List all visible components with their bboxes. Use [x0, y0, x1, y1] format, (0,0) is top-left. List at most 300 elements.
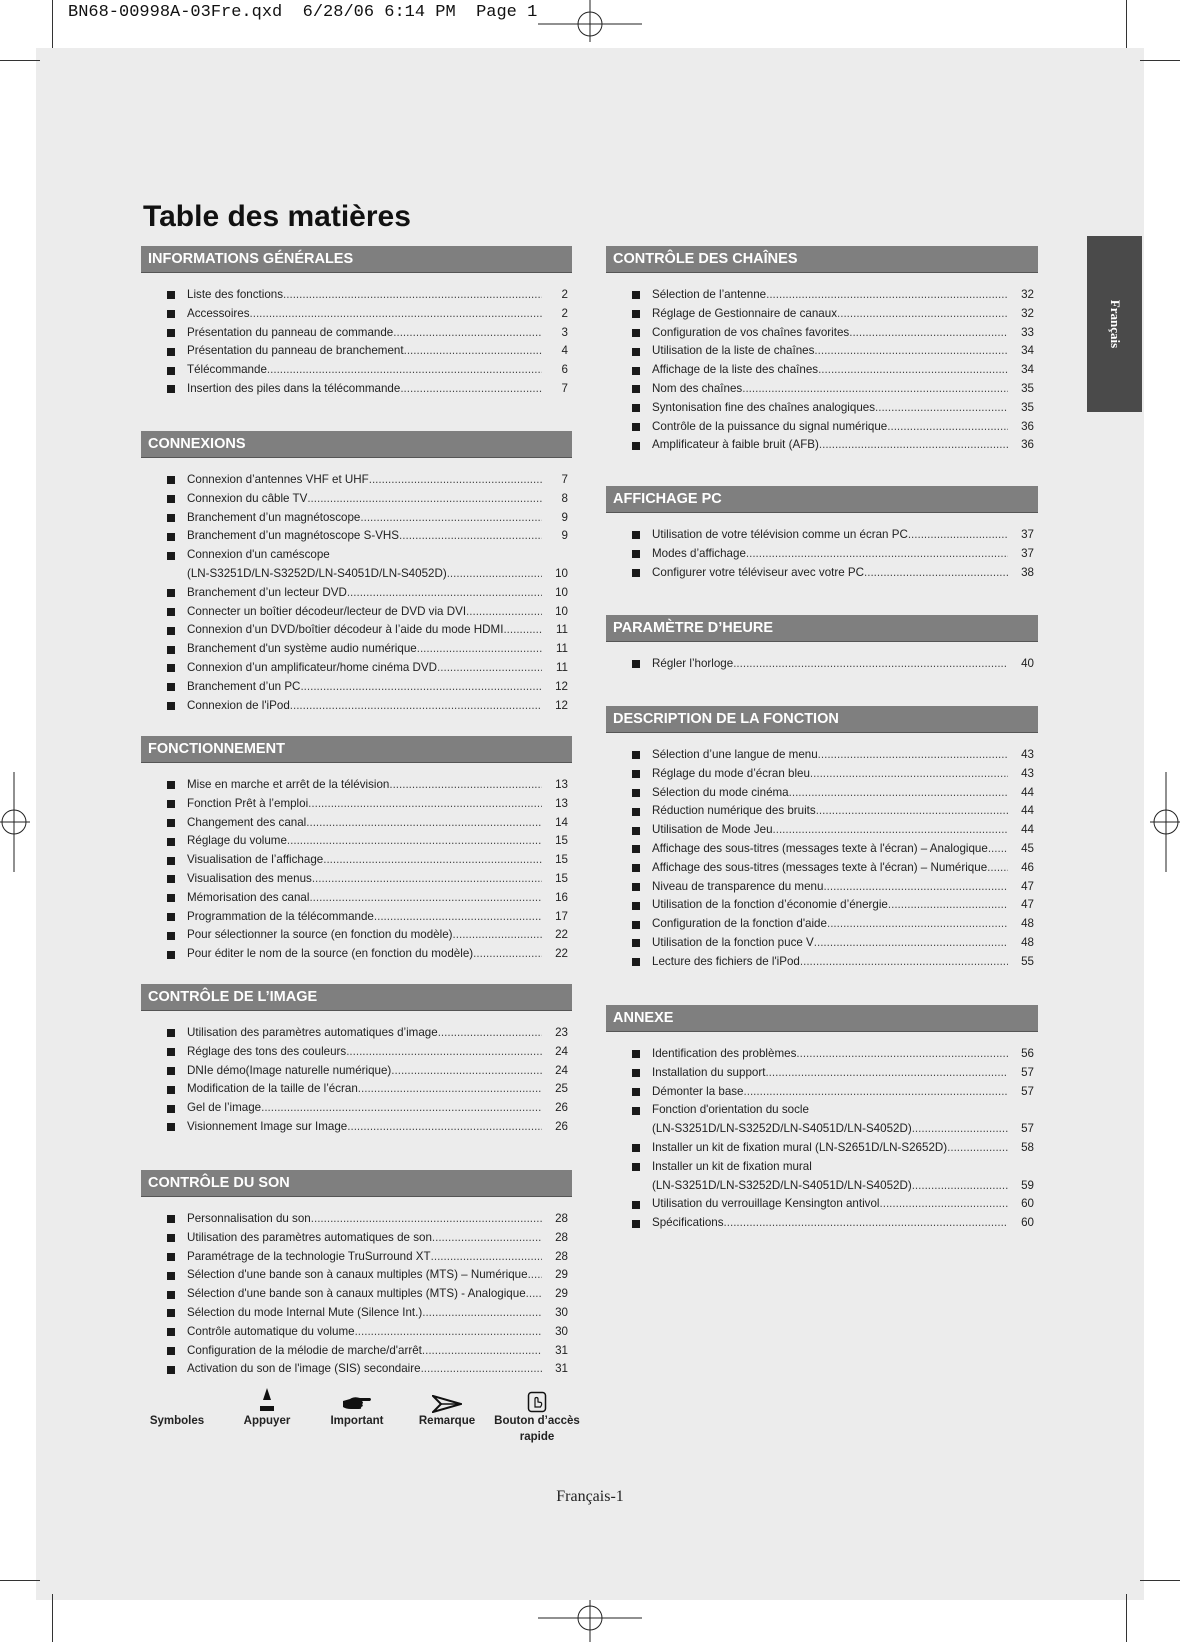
toc-section-appendix: [606, 1005, 1038, 1233]
crop-mark: [0, 1580, 40, 1581]
toc-entry: [632, 1177, 1034, 1196]
toc-entry-page: 47: [1021, 898, 1034, 912]
symbol-item: [127, 1385, 227, 1429]
toc-entries: [141, 471, 572, 715]
square-bullet-icon: [167, 1291, 175, 1299]
toc-entry: [632, 418, 1034, 437]
square-bullet-icon: [167, 1215, 175, 1223]
square-bullet-icon: [167, 533, 175, 541]
toc-entry-label: Configurer votre téléviseur avec votre PC: [652, 565, 864, 579]
toc-entry-page: 22: [555, 928, 568, 942]
section-header: FONCTIONNEMENT: [141, 736, 572, 763]
toc-entry: [167, 490, 568, 509]
toc-entry-page: 60: [1021, 1216, 1034, 1230]
toc-entry-label: Branchement d’un magnétoscope S-VHS: [187, 529, 400, 543]
toc-section-function-description: [606, 706, 1038, 972]
crop-mark: [0, 60, 40, 61]
dot-leader: [267, 361, 542, 380]
toc-entry-label: Réglage des tons des couleurs: [187, 1044, 347, 1058]
toc-entry-page: 57: [1021, 1065, 1034, 1079]
toc-entry-label: Sélection du mode cinéma: [652, 785, 789, 799]
dot-leader: [308, 795, 542, 814]
section-header: CONTRÔLE DES CHAÎNES: [606, 246, 1038, 273]
square-bullet-icon: [167, 367, 175, 375]
toc-entry-page: 30: [555, 1305, 568, 1319]
toc-entry-page: 25: [555, 1082, 568, 1096]
toc-entry-label: Branchement d’un PC: [187, 679, 301, 693]
square-bullet-icon: [167, 348, 175, 356]
toc-entry-label: Configuration de la fonction d'aide: [652, 917, 827, 931]
symbols-legend: [143, 1385, 583, 1445]
square-bullet-icon: [632, 531, 640, 539]
square-bullet-icon: [167, 385, 175, 393]
toc-entry: [167, 945, 568, 964]
toc-entry-label: Utilisation des paramètres automatiques d’image: [187, 1026, 438, 1039]
toc-entry-page: 10: [555, 604, 568, 618]
toc-entry-label: Connexion d’antennes VHF et UHF: [187, 473, 369, 486]
toc-entry-page: 59: [1021, 1178, 1034, 1192]
square-bullet-icon: [632, 827, 640, 835]
toc-entry-label: Utilisation de la liste de chaînes: [652, 344, 815, 358]
toc-entry-page: 30: [555, 1324, 568, 1338]
registration-mark-icon: [1150, 772, 1180, 872]
toc-entry-page: 11: [555, 660, 568, 674]
dot-leader: [453, 926, 542, 945]
toc-entry: [632, 342, 1034, 361]
toc-entry-page: 6: [561, 363, 568, 377]
toc-entry-label: Activation du son de l'image (SIS) secondaire: [187, 1362, 421, 1376]
square-bullet-icon: [167, 495, 175, 503]
dot-leader: [250, 305, 543, 324]
dot-leader: [346, 1043, 542, 1062]
toc-entry-page: 12: [555, 679, 568, 693]
toc-entry: [632, 934, 1034, 953]
symbol-label: Important: [330, 1415, 384, 1427]
toc-entry: [632, 526, 1034, 545]
dot-leader: [347, 584, 542, 603]
dot-leader: [399, 527, 542, 546]
square-bullet-icon: [167, 589, 175, 597]
toc-entry-label: Branchement d'un système audio numérique: [187, 642, 417, 656]
toc-entry: [167, 640, 568, 659]
toc-entry-page: 38: [1021, 565, 1034, 579]
toc-entry-label: Branchement d’un magnétoscope: [187, 510, 361, 524]
dot-leader: [987, 859, 1008, 878]
square-bullet-icon: [632, 1069, 640, 1077]
dot-leader: [765, 1064, 1008, 1083]
square-bullet-icon: [167, 1347, 175, 1355]
toc-entry: [632, 1158, 1034, 1177]
toc-entry-page: 9: [561, 529, 568, 543]
toc-entry-page: 34: [1021, 344, 1034, 358]
dot-leader: [438, 1024, 542, 1043]
square-bullet-icon: [167, 819, 175, 827]
toc-entry-page: 55: [1021, 954, 1034, 968]
toc-entry: [632, 840, 1034, 859]
toc-entry: [167, 1099, 568, 1118]
toc-entry: [632, 878, 1034, 897]
toc-entry: [167, 1323, 568, 1342]
symbol-item: [307, 1385, 407, 1429]
toc-entry-label: Contrôle automatique du volume: [187, 1324, 355, 1338]
square-bullet-icon: [167, 1272, 175, 1280]
toc-entry-page: 33: [1021, 325, 1034, 339]
square-bullet-icon: [167, 1253, 175, 1261]
toc-entry-page: 45: [1021, 841, 1034, 855]
toc-entry-page: 37: [1021, 546, 1034, 560]
square-bullet-icon: [167, 951, 175, 959]
toc-entry-label: Visionnement Image sur Image: [187, 1119, 348, 1133]
toc-entry-page: 28: [555, 1230, 568, 1244]
toc-entry-label: (LN-S3251D/LN-S3252D/LN-S4051D/LN-S4052D): [652, 1178, 912, 1192]
dot-leader: [875, 399, 1008, 418]
toc-entry-label: Pour sélectionner la source (en fonction du modèle): [187, 928, 453, 942]
toc-entry: [167, 565, 568, 584]
toc-entry-label: Lecture des fichiers de l'iPod: [652, 954, 800, 968]
crop-mark: [1140, 60, 1180, 61]
toc-entries: [141, 1024, 572, 1137]
toc-entry-label: Accessoires: [187, 306, 250, 320]
toc-entry-label: Présentation du panneau de branchement: [187, 344, 404, 358]
toc-entry: [167, 1360, 568, 1379]
square-bullet-icon: [167, 329, 175, 337]
toc-entry-page: 12: [555, 698, 568, 712]
symbol-item: [217, 1385, 317, 1429]
toc-entry: [167, 1118, 568, 1137]
crop-mark: [52, 0, 53, 48]
toc-entry-label: Affichage de la liste des chaînes: [652, 363, 819, 377]
toc-entry-page: 36: [1021, 419, 1034, 433]
toc-entry-label: Sélection d’une langue de menu: [652, 748, 818, 761]
language-tab-label: Français: [1107, 299, 1123, 349]
dot-leader: [823, 878, 1008, 897]
dot-leader: [766, 286, 1008, 305]
dot-leader: [908, 526, 1008, 545]
square-bullet-icon: [167, 913, 175, 921]
toc-entry: [167, 471, 568, 490]
toc-entry-page: 17: [555, 909, 568, 923]
dot-leader: [393, 324, 542, 343]
square-bullet-icon: [632, 789, 640, 797]
toc-entries: [606, 746, 1038, 972]
dot-leader: [864, 564, 1008, 583]
toc-entry-label: Utilisation de votre télévision comme un écran PC: [652, 528, 908, 541]
toc-entry: [167, 324, 568, 343]
dot-leader: [912, 1177, 1008, 1196]
dot-leader: [773, 821, 1008, 840]
square-bullet-icon: [167, 1105, 175, 1113]
crop-mark: [52, 1594, 53, 1642]
square-bullet-icon: [632, 404, 640, 412]
square-bullet-icon: [167, 683, 175, 691]
toc-entry-label: Configuration de la mélodie de marche/d'arrêt: [187, 1343, 422, 1357]
toc-entry: [167, 1062, 568, 1081]
toc-section-operation: [141, 736, 572, 964]
toc-entry-label: Liste des fonctions: [187, 288, 284, 301]
square-bullet-icon: [167, 800, 175, 808]
dot-leader: [432, 1229, 542, 1248]
dot-leader: [283, 286, 542, 305]
toc-entry-label: Contrôle de la puissance du signal numérique: [652, 419, 888, 433]
toc-entry-label: Programmation de la télécommande: [187, 909, 374, 923]
toc-entry-label: Branchement d’un lecteur DVD: [187, 585, 347, 599]
toc-entry: [632, 953, 1034, 972]
square-bullet-icon: [632, 1144, 640, 1152]
toc-entries: [141, 776, 572, 964]
toc-entry-page: 35: [1021, 381, 1034, 395]
square-bullet-icon: [167, 310, 175, 318]
toc-entry: [632, 784, 1034, 803]
toc-entry-page: 28: [555, 1249, 568, 1263]
square-bullet-icon: [167, 514, 175, 522]
toc-entry-page: 15: [555, 871, 568, 885]
toc-entry-page: 43: [1021, 748, 1034, 761]
dot-leader: [307, 490, 542, 509]
toc-entry-label: (LN-S3251D/LN-S3252D/LN-S4051D/LN-S4052D): [652, 1122, 912, 1136]
square-bullet-icon: [632, 348, 640, 356]
toc-entry: [167, 603, 568, 622]
square-bullet-icon: [167, 932, 175, 940]
toc-entry-page: 44: [1021, 785, 1034, 799]
dot-leader: [528, 1266, 542, 1285]
square-bullet-icon: [632, 883, 640, 891]
toc-entry-page: 35: [1021, 400, 1034, 414]
toc-entry: [632, 1064, 1034, 1083]
toc-entry-label: Mise en marche et arrêt de la télévision: [187, 778, 390, 791]
square-bullet-icon: [632, 1163, 640, 1171]
toc-entry-label: Fonction d'orientation du socle: [652, 1103, 809, 1117]
toc-entries: [606, 526, 1038, 582]
dot-leader: [744, 1083, 1008, 1102]
toc-entry-label: Connexion d’un amplificateur/home cinéma DVD: [187, 660, 438, 674]
dot-leader: [311, 1210, 542, 1229]
square-bullet-icon: [632, 751, 640, 759]
toc-entry: [632, 286, 1034, 305]
toc-entry-page: 34: [1021, 363, 1034, 377]
square-bullet-icon: [632, 902, 640, 910]
section-header: AFFICHAGE PC: [606, 486, 1038, 513]
toc-entry-page: 47: [1021, 879, 1034, 893]
toc-entry: [632, 1139, 1034, 1158]
toc-entry-label: Visualisation des menus: [187, 871, 312, 885]
toc-entry-page: 44: [1021, 823, 1034, 837]
toc-entry: [632, 746, 1034, 765]
toc-entry-page: 10: [555, 566, 568, 580]
toc-entry-label: Niveau de transparence du menu: [652, 879, 824, 893]
square-bullet-icon: [632, 569, 640, 577]
toc-entry-page: 32: [1021, 288, 1034, 301]
dot-leader: [526, 1285, 542, 1304]
toc-entry: [167, 509, 568, 528]
toc-entry-label: Paramétrage de la technologie TruSurround XT: [187, 1249, 431, 1263]
square-bullet-icon: [167, 857, 175, 865]
toc-entry-label: Connexion d’un DVD/boîtier décodeur à l’aide du mode HDMI: [187, 623, 504, 637]
toc-section-connections: [141, 431, 572, 715]
toc-entry-label: Utilisation de la fonction puce V: [652, 935, 814, 949]
dot-leader: [312, 870, 542, 889]
toc-entry-page: 13: [555, 778, 568, 791]
symbol-label: Symboles: [149, 1415, 205, 1427]
toc-entry-page: 2: [561, 306, 568, 320]
registration-mark-icon: [538, 1600, 642, 1642]
square-bullet-icon: [167, 1086, 175, 1094]
toc-entry: [167, 286, 568, 305]
dot-leader: [818, 746, 1008, 765]
toc-entry: [167, 1285, 568, 1304]
symbol-label: Appuyer: [243, 1415, 291, 1427]
dot-leader: [422, 1304, 542, 1323]
toc-entry-label: Amplificateur à faible bruit (AFB): [652, 438, 819, 452]
toc-entry-label: Utilisation de la fonction d’économie d’énergie: [652, 898, 888, 912]
toc-entry: [632, 896, 1034, 915]
square-bullet-icon: [167, 1309, 175, 1317]
toc-entry: [632, 655, 1034, 674]
toc-entry: [632, 1083, 1034, 1102]
dot-leader: [912, 1120, 1008, 1139]
toc-entry: [167, 380, 568, 399]
pointing-hand-icon: [342, 1395, 372, 1413]
toc-entry-label: Installation du support: [652, 1065, 766, 1079]
square-bullet-icon: [167, 552, 175, 560]
toc-entries: [606, 286, 1038, 455]
toc-entry: [167, 546, 568, 565]
dot-leader: [391, 1062, 542, 1081]
toc-entry: [167, 926, 568, 945]
toc-entry-page: 29: [555, 1287, 568, 1301]
toc-entry-page: 57: [1021, 1084, 1034, 1098]
toc-entry: [167, 1024, 568, 1043]
dot-leader: [887, 418, 1008, 437]
toc-entry-label: Sélection du mode Internal Mute (Silence Int.): [187, 1305, 423, 1319]
square-bullet-icon: [632, 845, 640, 853]
print-slug: BN68-00998A-03Fre.qxd 6/28/06 6:14 PM Page 1: [68, 3, 538, 22]
toc-entry: [167, 870, 568, 889]
dot-leader: [880, 1195, 1009, 1214]
square-bullet-icon: [632, 385, 640, 393]
square-bullet-icon: [167, 702, 175, 710]
square-bullet-icon: [632, 291, 640, 299]
toc-entry-page: 48: [1021, 917, 1034, 931]
dot-leader: [417, 640, 542, 659]
dot-leader: [360, 509, 542, 528]
square-bullet-icon: [632, 310, 640, 318]
toc-entry: [167, 851, 568, 870]
toc-entry-label: Régler l’horloge: [652, 657, 734, 670]
square-bullet-icon: [167, 1067, 175, 1075]
dot-leader: [947, 1139, 1008, 1158]
square-bullet-icon: [167, 1328, 175, 1336]
toc-entry: [167, 1229, 568, 1248]
toc-entry-label: Sélection d'une bande son à canaux multiples (MTS) - Analogique: [187, 1287, 526, 1301]
toc-entry: [632, 399, 1034, 418]
toc-entry: [632, 305, 1034, 324]
dot-leader: [800, 953, 1008, 972]
toc-entry: [167, 678, 568, 697]
symbol-label: Bouton d’accès rapide: [494, 1415, 580, 1443]
dot-leader: [473, 945, 542, 964]
square-bullet-icon: [167, 781, 175, 789]
dot-leader: [789, 784, 1008, 803]
toc-entry-label: Changement des canal: [187, 815, 307, 829]
toc-entry-label: DNIe démo(Image naturelle numérique): [187, 1063, 392, 1077]
toc-entry-label: Modes d’affichage: [652, 546, 746, 560]
dot-leader: [796, 1045, 1008, 1064]
dot-leader: [400, 380, 542, 399]
dot-leader: [988, 840, 1008, 859]
toc-entry: [632, 859, 1034, 878]
square-bullet-icon: [167, 1366, 175, 1374]
toc-entry-label: Installer un kit de fixation mural: [652, 1159, 812, 1173]
toc-section-picture-control: [141, 984, 572, 1137]
dot-leader: [816, 802, 1008, 821]
toc-entry-page: 36: [1021, 438, 1034, 452]
toc-entry: [632, 821, 1034, 840]
square-bullet-icon: [167, 1029, 175, 1037]
toc-entry-page: 15: [555, 853, 568, 867]
toc-section-sound-control: [141, 1170, 572, 1379]
crop-mark: [1126, 1594, 1127, 1642]
page-number: Français-1: [556, 1488, 624, 1505]
dot-leader: [404, 342, 542, 361]
dot-leader: [849, 324, 1008, 343]
square-bullet-icon: [632, 1201, 640, 1209]
square-bullet-icon: [632, 939, 640, 947]
dot-leader: [374, 908, 542, 927]
toc-entry: [632, 361, 1034, 380]
dot-leader: [818, 361, 1008, 380]
dot-leader: [369, 471, 542, 490]
dot-leader: [724, 1214, 1008, 1233]
square-bullet-icon: [632, 958, 640, 966]
dot-leader: [742, 380, 1008, 399]
dot-leader: [814, 934, 1008, 953]
toc-entry-page: 58: [1021, 1140, 1034, 1154]
toc-entry-page: 44: [1021, 804, 1034, 818]
toc-entry-page: 28: [555, 1212, 568, 1225]
crop-mark: [1126, 0, 1127, 48]
toc-entry-page: 46: [1021, 860, 1034, 874]
dot-leader: [358, 1080, 542, 1099]
toc-entry-label: Télécommande: [187, 363, 267, 377]
dot-leader: [300, 678, 542, 697]
toc-entry: [632, 324, 1034, 343]
toc-entry-label: Personnalisation du son: [187, 1212, 311, 1225]
registration-mark-icon: [538, 0, 642, 42]
toc-entry-page: 56: [1021, 1047, 1034, 1060]
toc-entry: [632, 380, 1034, 399]
toc-entry: [632, 1101, 1034, 1120]
toc-entry: [632, 1120, 1034, 1139]
toc-entry-label: Installer un kit de fixation mural (LN-S2651D/LN-S2652D): [652, 1140, 948, 1154]
toc-entries: [606, 655, 1038, 674]
crop-mark: [1140, 1580, 1180, 1581]
toc-entry-label: Identification des problèmes: [652, 1047, 797, 1060]
toc-entry-page: 14: [555, 815, 568, 829]
toc-entry-label: Connecter un boîtier décodeur/lecteur de DVD via DVI: [187, 604, 467, 618]
dot-leader: [814, 342, 1008, 361]
toc-entry-label: Utilisation des paramètres automatiques de son: [187, 1230, 432, 1244]
toc-entry: [167, 659, 568, 678]
toc-entry-page: 48: [1021, 935, 1034, 949]
toc-entry: [167, 795, 568, 814]
toc-entry-label: Visualisation de l’affichage: [187, 853, 324, 867]
toc-entry-page: 37: [1021, 528, 1034, 541]
toc-entry: [167, 527, 568, 546]
dot-leader: [389, 776, 542, 795]
toc-entry-page: 4: [561, 344, 568, 358]
symbol-item: [397, 1385, 497, 1429]
square-bullet-icon: [167, 664, 175, 672]
